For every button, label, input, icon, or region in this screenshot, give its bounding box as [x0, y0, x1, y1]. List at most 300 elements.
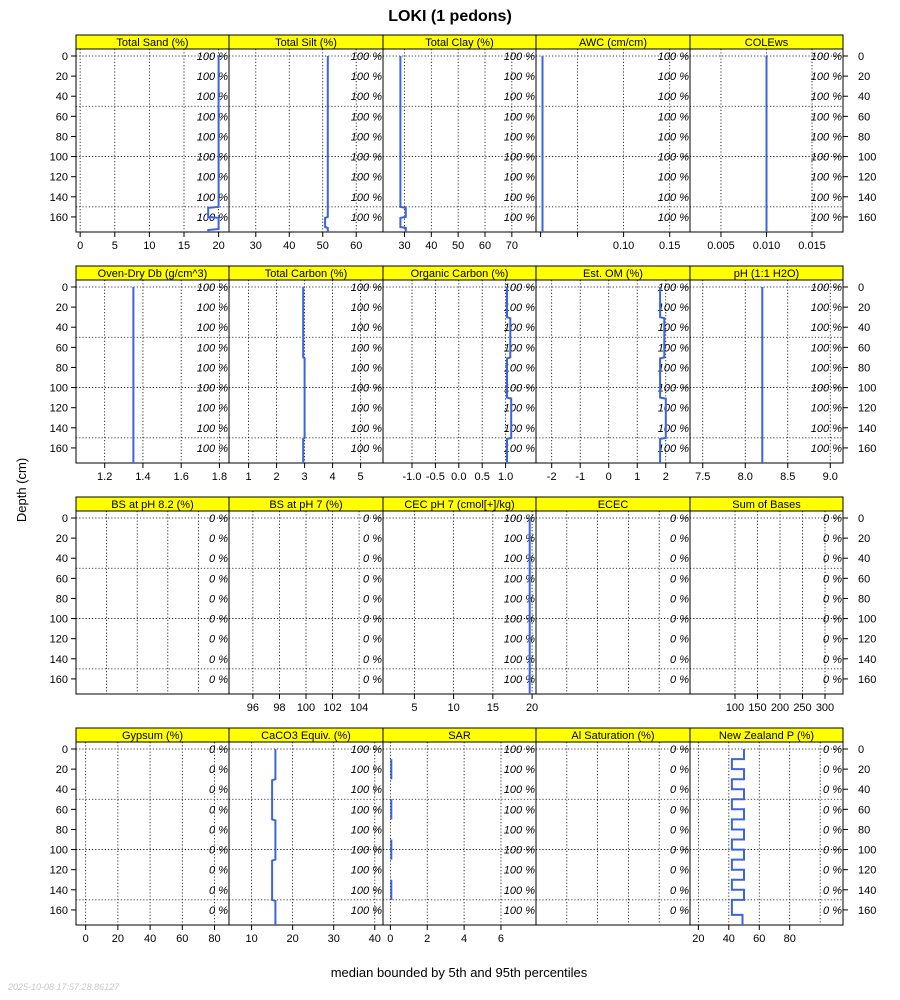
- pct-label: 100 %: [657, 71, 689, 84]
- pct-label: 100 %: [503, 864, 535, 877]
- x-tick-label: 1.8: [211, 471, 228, 483]
- pct-label: 0 %: [823, 744, 842, 756]
- pct-label: 0 %: [823, 884, 842, 897]
- panel-strip-label: Total Sand (%): [116, 37, 189, 49]
- pct-label: 0 %: [823, 804, 842, 817]
- figure-title: LOKI (1 pedons): [388, 8, 512, 25]
- pct-label: 100 %: [503, 191, 535, 204]
- pct-label: 100 %: [196, 342, 228, 355]
- panel-7: [229, 266, 383, 483]
- panel-16: [50, 728, 229, 945]
- y-tick-label: 160: [49, 211, 68, 224]
- y-tick-label: 80: [858, 593, 871, 606]
- panel-strip-label: Sum of Bases: [732, 499, 801, 511]
- panel-3: [383, 35, 536, 252]
- pct-label: 100 %: [350, 91, 382, 104]
- x-tick-label: 0.10: [612, 240, 635, 252]
- pct-label: 100 %: [350, 71, 382, 84]
- pct-label: 100 %: [503, 302, 535, 315]
- panel-11: [50, 497, 229, 694]
- pct-label: 0 %: [670, 613, 689, 626]
- pct-label: 100 %: [503, 71, 535, 84]
- x-tick-label: 250: [793, 702, 812, 714]
- pct-label: 100 %: [350, 784, 382, 797]
- y-tick-label: 140: [858, 191, 877, 204]
- y-tick-label: 40: [858, 322, 871, 335]
- pct-label: 100 %: [196, 131, 228, 144]
- y-tick-label: 120: [858, 402, 877, 415]
- pct-label: 100 %: [350, 804, 382, 817]
- pct-label: 100 %: [503, 382, 535, 395]
- x-tick-label: 2: [273, 471, 280, 483]
- pct-label: 100 %: [810, 382, 842, 395]
- x-tick-label: 20: [525, 702, 539, 714]
- pct-label: 0 %: [670, 533, 689, 546]
- pct-label: 100 %: [350, 844, 382, 857]
- pct-label: 0 %: [670, 633, 689, 646]
- pct-label: 0 %: [209, 884, 228, 897]
- pct-label: 100 %: [350, 51, 382, 63]
- pct-label: 100 %: [657, 362, 689, 375]
- panel-strip-label: Oven-Dry Db (g/cm^3): [97, 268, 208, 280]
- y-tick-label: 60: [55, 573, 68, 586]
- pct-label: 100 %: [503, 844, 535, 857]
- y-tick-label: 80: [55, 131, 68, 144]
- pct-label: 100 %: [196, 71, 228, 84]
- pct-label: 100 %: [350, 884, 382, 897]
- panel-strip-label: Total Silt (%): [275, 37, 337, 49]
- x-tick-label: 4: [329, 471, 336, 483]
- pct-label: 100 %: [503, 633, 535, 646]
- pct-label: 0 %: [209, 513, 228, 525]
- x-tick-label: 80: [783, 933, 796, 945]
- median-line: [400, 56, 405, 232]
- pct-label: 100 %: [350, 744, 382, 756]
- pct-label: 100 %: [350, 322, 382, 335]
- pct-label: 0 %: [209, 673, 228, 686]
- pct-label: 100 %: [503, 513, 535, 525]
- pct-label: 100 %: [503, 533, 535, 546]
- pct-label: 100 %: [810, 442, 842, 455]
- pct-label: 100 %: [503, 151, 535, 164]
- x-tick-label: 10: [245, 933, 258, 945]
- x-tick-label: 150: [748, 702, 767, 714]
- pct-label: 0 %: [670, 673, 689, 686]
- panel-17: [229, 728, 383, 945]
- y-tick-label: 60: [858, 804, 871, 817]
- pct-label: 0 %: [363, 593, 382, 606]
- x-tick-label: 0.005: [707, 240, 735, 252]
- panel-strip-label: Total Clay (%): [425, 37, 494, 49]
- pct-label: 0 %: [823, 533, 842, 546]
- pct-label: 100 %: [350, 302, 382, 315]
- panel-frame: [536, 511, 690, 694]
- x-tick-label: 102: [323, 702, 342, 714]
- pct-label: 100 %: [350, 282, 382, 294]
- x-tick-label: 0: [77, 240, 84, 252]
- pct-label: 0 %: [670, 784, 689, 797]
- y-tick-label: 120: [858, 633, 877, 646]
- pct-label: 0 %: [670, 744, 689, 756]
- panel-strip-label: AWC (cm/cm): [578, 37, 648, 49]
- pct-label: 100 %: [810, 171, 842, 184]
- x-tick-label: 0.5: [474, 471, 490, 483]
- y-tick-label: 80: [55, 824, 68, 837]
- y-tick-label: 160: [858, 442, 877, 455]
- x-tick-label: 6: [497, 933, 505, 945]
- y-tick-label: 140: [49, 884, 68, 897]
- pct-label: 0 %: [823, 633, 842, 646]
- panel-strip-label: CEC pH 7 (cmol[+]/kg): [404, 499, 515, 511]
- panel-strip-label: SAR: [448, 730, 471, 742]
- pct-label: 0 %: [209, 764, 228, 777]
- panel-strip-label: BS at pH 7 (%): [269, 499, 343, 511]
- median-line: [325, 56, 328, 232]
- x-tick-label: -1.0: [402, 471, 422, 483]
- pct-label: 100 %: [350, 151, 382, 164]
- panel-12: [229, 497, 383, 714]
- x-tick-label: 0.015: [798, 240, 826, 252]
- panel-15: [690, 497, 876, 714]
- pct-label: 0 %: [670, 824, 689, 837]
- y-tick-label: 140: [49, 191, 68, 204]
- panel-10: [690, 266, 876, 483]
- panel-strip-label: Total Carbon (%): [264, 268, 348, 280]
- pct-label: 100 %: [657, 151, 689, 164]
- pct-label: 100 %: [350, 111, 382, 124]
- pct-label: 100 %: [657, 342, 689, 355]
- pct-label: 0 %: [823, 613, 842, 626]
- pct-label: 100 %: [810, 111, 842, 124]
- pct-label: 100 %: [196, 402, 228, 415]
- pct-label: 0 %: [823, 553, 842, 566]
- median-line: [732, 749, 744, 925]
- y-tick-label: 80: [858, 824, 871, 837]
- pct-label: 100 %: [503, 593, 535, 606]
- median-line: [272, 749, 275, 925]
- pct-label: 100 %: [350, 442, 382, 455]
- y-tick-label: 160: [49, 673, 68, 686]
- y-tick-label: 60: [858, 342, 871, 355]
- pct-label: 0 %: [209, 593, 228, 606]
- y-tick-label: 120: [49, 633, 68, 646]
- x-tick-label: 40: [143, 933, 157, 945]
- x-tick-label: 30: [398, 240, 411, 252]
- pct-label: 100 %: [196, 362, 228, 375]
- y-tick-label: 100: [858, 613, 877, 626]
- x-tick-label: 40: [368, 933, 381, 945]
- pct-label: 100 %: [503, 131, 535, 144]
- pct-label: 0 %: [209, 533, 228, 546]
- pct-label: 100 %: [503, 422, 535, 435]
- panel-strip-label: Gypsum (%): [121, 730, 184, 742]
- x-tick-label: 1.2: [97, 471, 113, 483]
- x-tick-label: 15: [177, 240, 191, 252]
- pct-label: 100 %: [503, 171, 535, 184]
- pct-label: 100 %: [503, 904, 535, 917]
- x-tick-label: 9.0: [822, 471, 838, 483]
- x-tick-label: 20: [692, 933, 705, 945]
- timestamp-label: 2025-10-08 17:57:28.86127: [8, 982, 120, 992]
- y-tick-label: 20: [55, 71, 68, 84]
- x-tick-label: 40: [425, 240, 438, 252]
- panel-strip-label: ECEC: [597, 499, 629, 511]
- pct-label: 100 %: [196, 151, 228, 164]
- panel-frame: [229, 511, 383, 694]
- y-tick-label: 20: [858, 302, 871, 315]
- pct-label: 100 %: [810, 342, 842, 355]
- pct-label: 0 %: [363, 553, 382, 566]
- y-tick-label: 20: [55, 764, 68, 777]
- x-tick-label: 100: [725, 702, 745, 714]
- y-tick-label: 40: [55, 784, 68, 797]
- pct-label: 0 %: [209, 864, 228, 877]
- y-tick-label: 60: [858, 573, 871, 586]
- x-tick-label: 60: [753, 933, 766, 945]
- pct-label: 0 %: [670, 904, 689, 917]
- y-tick-label: 140: [858, 653, 877, 666]
- pct-label: 100 %: [503, 553, 535, 566]
- pct-label: 100 %: [657, 282, 689, 294]
- panel-frame: [76, 742, 229, 925]
- pct-label: 100 %: [503, 744, 535, 756]
- y-tick-label: 120: [858, 864, 877, 877]
- pct-label: 0 %: [670, 864, 689, 877]
- pct-label: 100 %: [503, 322, 535, 335]
- pct-label: 100 %: [350, 362, 382, 375]
- y-tick-label: 40: [55, 553, 68, 566]
- x-tick-label: 30: [249, 240, 262, 252]
- panel-8: [383, 266, 536, 483]
- y-tick-label: 0: [61, 282, 68, 294]
- x-tick-label: 1.6: [173, 471, 189, 483]
- pct-label: 100 %: [350, 402, 382, 415]
- x-tick-label: 96: [246, 702, 260, 714]
- x-axis-label: median bounded by 5th and 95th percentiles: [330, 965, 588, 980]
- y-tick-label: 0: [858, 744, 865, 756]
- pct-label: 0 %: [823, 653, 842, 666]
- pct-label: 0 %: [823, 864, 842, 877]
- pct-label: 100 %: [350, 864, 382, 877]
- x-tick-label: 0: [82, 933, 89, 945]
- pct-label: 0 %: [209, 633, 228, 646]
- pct-label: 0 %: [209, 613, 228, 626]
- panel-strip-label: Est. OM (%): [583, 268, 643, 280]
- x-tick-label: 20: [111, 933, 124, 945]
- x-tick-label: 10: [447, 702, 460, 714]
- y-tick-label: 20: [55, 533, 68, 546]
- panel-13: [383, 497, 538, 714]
- pct-label: 100 %: [503, 51, 535, 63]
- x-tick-label: 50: [452, 240, 465, 252]
- y-tick-label: 40: [858, 784, 871, 797]
- pct-label: 0 %: [670, 653, 689, 666]
- pct-label: 100 %: [503, 442, 535, 455]
- pct-label: 100 %: [503, 673, 535, 686]
- pct-label: 100 %: [657, 382, 689, 395]
- y-tick-label: 80: [55, 362, 68, 375]
- y-tick-label: 140: [49, 653, 68, 666]
- y-tick-label: 80: [858, 362, 871, 375]
- pct-label: 0 %: [209, 824, 228, 837]
- panel-strip-label: CaCO3 Equiv. (%): [261, 730, 351, 742]
- pct-label: 100 %: [810, 131, 842, 144]
- pct-label: 0 %: [670, 593, 689, 606]
- pct-label: 100 %: [657, 442, 689, 455]
- pct-label: 100 %: [196, 302, 228, 315]
- y-tick-label: 20: [858, 71, 871, 84]
- pct-label: 100 %: [810, 211, 842, 224]
- panel-4: [536, 35, 690, 252]
- y-tick-label: 40: [55, 91, 68, 104]
- y-tick-label: 0: [858, 282, 865, 294]
- pct-label: 100 %: [657, 111, 689, 124]
- pct-label: 0 %: [670, 804, 689, 817]
- pct-label: 100 %: [350, 904, 382, 917]
- x-tick-label: 40: [722, 933, 735, 945]
- pct-label: 0 %: [209, 744, 228, 756]
- panel-9: [536, 266, 690, 483]
- x-tick-label: 4: [461, 933, 468, 945]
- pct-label: 100 %: [196, 51, 228, 63]
- x-tick-label: 60: [176, 933, 189, 945]
- y-tick-label: 40: [858, 91, 871, 104]
- x-tick-label: 20: [286, 933, 299, 945]
- x-tick-label: 70: [505, 240, 518, 252]
- pct-label: 0 %: [363, 513, 382, 525]
- y-axis-label: Depth (cm): [14, 457, 29, 523]
- pct-label: 0 %: [209, 804, 228, 817]
- y-tick-label: 60: [55, 342, 68, 355]
- y-tick-label: 100: [858, 844, 877, 857]
- pct-label: 100 %: [810, 51, 842, 63]
- x-tick-label: 104: [349, 702, 369, 714]
- pct-label: 100 %: [503, 764, 535, 777]
- x-tick-label: 50: [316, 240, 329, 252]
- pct-label: 100 %: [196, 91, 228, 104]
- panel-strip-label: Organic Carbon (%): [410, 268, 509, 280]
- pct-label: 100 %: [657, 191, 689, 204]
- panel-14: [536, 497, 690, 694]
- y-tick-label: 100: [49, 151, 68, 164]
- pct-label: 100 %: [196, 171, 228, 184]
- x-tick-label: 40: [283, 240, 296, 252]
- y-tick-label: 0: [61, 744, 68, 756]
- pct-label: 100 %: [657, 422, 689, 435]
- pct-label: 100 %: [810, 151, 842, 164]
- pct-label: 0 %: [670, 513, 689, 525]
- pct-label: 100 %: [196, 111, 228, 124]
- pct-label: 100 %: [196, 322, 228, 335]
- pct-label: 100 %: [503, 282, 535, 294]
- x-tick-label: 98: [273, 702, 286, 714]
- pct-label: 100 %: [503, 784, 535, 797]
- panel-strip-label: BS at pH 8.2 (%): [111, 499, 194, 511]
- y-tick-label: 20: [858, 764, 871, 777]
- panel-frame: [690, 742, 843, 925]
- x-tick-label: 5: [111, 240, 118, 252]
- panel-1: [50, 35, 229, 252]
- pct-label: 0 %: [209, 573, 228, 586]
- y-tick-label: 40: [858, 553, 871, 566]
- panel-strip-label: Al Saturation (%): [571, 730, 655, 742]
- pct-label: 100 %: [503, 804, 535, 817]
- pct-label: 100 %: [196, 211, 228, 224]
- pct-label: 100 %: [503, 342, 535, 355]
- pct-label: 0 %: [823, 593, 842, 606]
- x-tick-label: 7.5: [695, 471, 711, 483]
- y-tick-label: 140: [49, 422, 68, 435]
- x-tick-label: 10: [143, 240, 156, 252]
- x-tick-label: 0.0: [451, 471, 467, 483]
- x-tick-label: 1: [634, 471, 641, 483]
- pct-label: 100 %: [657, 402, 689, 415]
- pct-label: 100 %: [350, 422, 382, 435]
- x-tick-label: 20: [212, 240, 225, 252]
- pct-label: 100 %: [196, 422, 228, 435]
- pct-label: 100 %: [503, 653, 535, 666]
- pct-label: 0 %: [363, 633, 382, 646]
- x-tick-label: 30: [327, 933, 340, 945]
- pct-label: 0 %: [670, 884, 689, 897]
- pct-label: 0 %: [209, 844, 228, 857]
- pct-label: 100 %: [810, 322, 842, 335]
- y-tick-label: 60: [858, 111, 871, 124]
- x-tick-label: 2: [424, 933, 431, 945]
- y-tick-label: 160: [49, 904, 68, 917]
- y-tick-label: 140: [858, 884, 877, 897]
- pct-label: 0 %: [209, 653, 228, 666]
- pct-label: 100 %: [503, 884, 535, 897]
- panel-18: [383, 728, 536, 945]
- panel-20: [690, 728, 876, 945]
- x-tick-label: 80: [208, 933, 221, 945]
- pct-label: 100 %: [503, 211, 535, 224]
- x-tick-label: 0: [605, 471, 612, 483]
- y-tick-label: 120: [49, 402, 68, 415]
- x-tick-label: -0.5: [425, 471, 445, 483]
- y-tick-label: 160: [858, 211, 877, 224]
- pct-label: 0 %: [363, 573, 382, 586]
- y-tick-label: 60: [55, 111, 68, 124]
- y-tick-label: 0: [61, 513, 68, 525]
- pct-label: 100 %: [503, 824, 535, 837]
- pct-label: 100 %: [810, 402, 842, 415]
- y-tick-label: 80: [55, 593, 68, 606]
- pct-label: 0 %: [823, 904, 842, 917]
- x-tick-label: 300: [815, 702, 835, 714]
- x-tick-label: 0: [387, 933, 394, 945]
- pct-label: 100 %: [810, 362, 842, 375]
- y-tick-label: 120: [858, 171, 877, 184]
- x-tick-label: -1: [575, 471, 586, 483]
- y-tick-label: 120: [49, 171, 68, 184]
- y-tick-label: 140: [858, 422, 877, 435]
- pct-label: 100 %: [350, 131, 382, 144]
- y-tick-label: 100: [858, 151, 877, 164]
- y-tick-label: 120: [49, 864, 68, 877]
- pct-label: 0 %: [363, 613, 382, 626]
- pct-label: 100 %: [196, 191, 228, 204]
- panel-19: [536, 728, 690, 925]
- x-tick-label: 100: [296, 702, 316, 714]
- pct-label: 100 %: [657, 131, 689, 144]
- y-tick-label: 0: [858, 513, 865, 525]
- pct-label: 0 %: [209, 553, 228, 566]
- y-tick-label: 100: [49, 613, 68, 626]
- panel-strip-label: pH (1:1 H2O): [733, 268, 800, 280]
- x-tick-label: 1.0: [497, 471, 514, 483]
